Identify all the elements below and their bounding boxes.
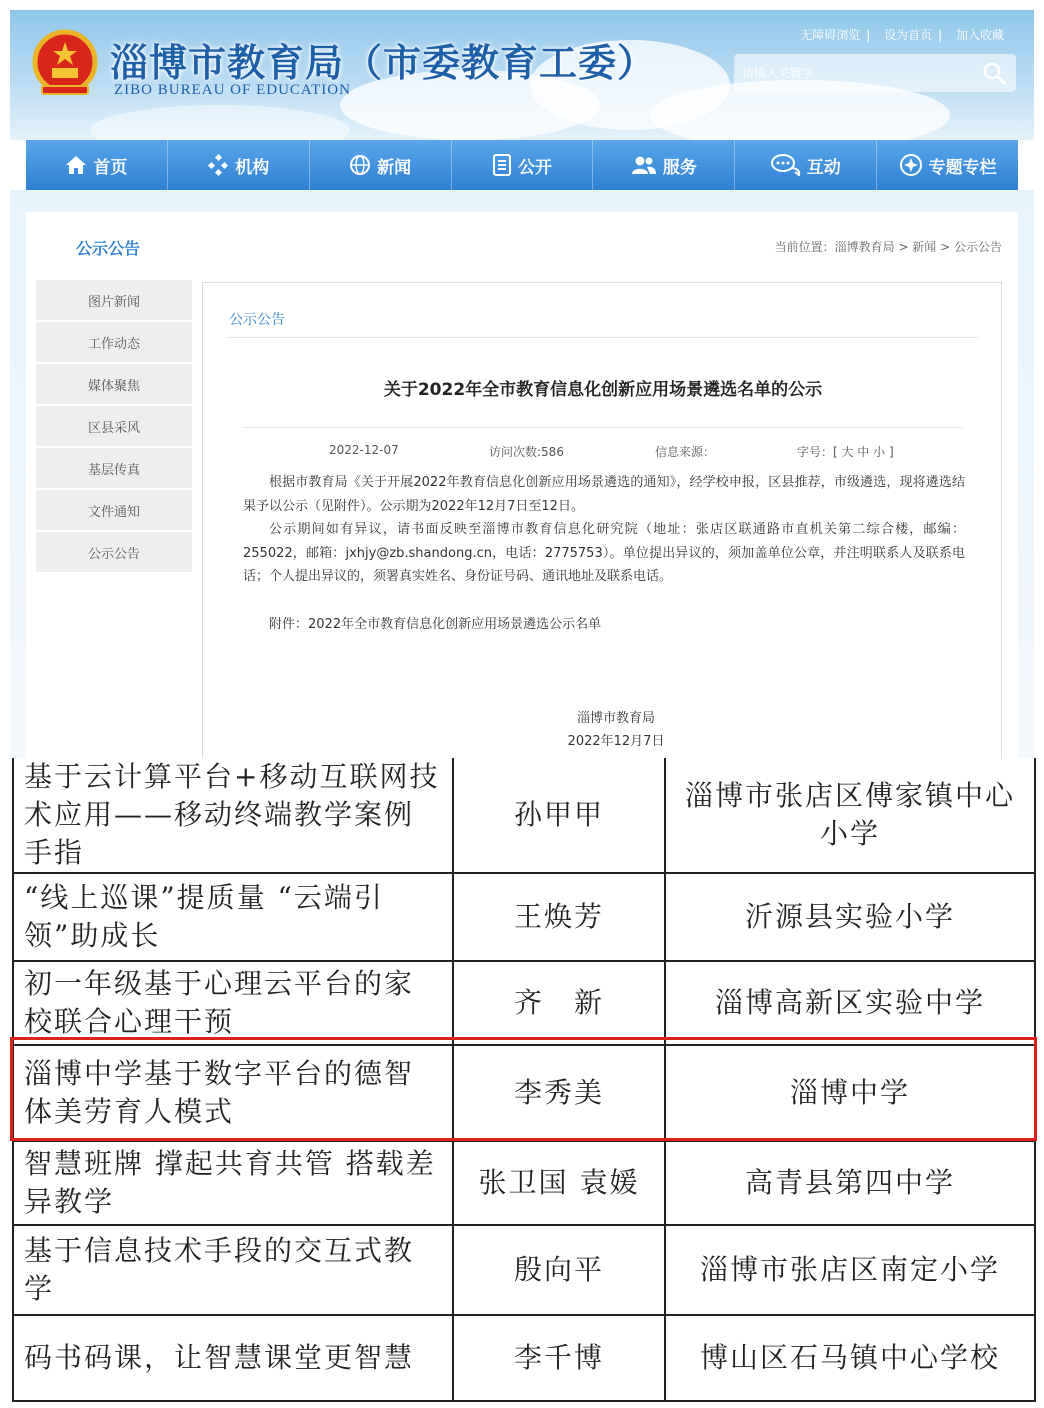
sign-date: 2022年12月7日 — [567, 734, 665, 749]
name-cell: 殷向平 — [453, 1225, 665, 1315]
org-icon — [207, 154, 229, 176]
paragraph: 根据市教育局《关于开展2022年教育信息化创新应用场景遴选的通知》，经学校申报，区县推荐，市级遴选，现将遴选结果予以公示（见附件）。公示期为2022年12月7日至12日。 — [243, 475, 965, 514]
name-cell: 孙甲甲 — [453, 758, 665, 873]
divider — [243, 427, 963, 428]
font-size-control[interactable]: 字号：[ 大 中 小 ] — [797, 445, 894, 459]
school-cell: 淄博市张店区南定小学 — [665, 1225, 1035, 1315]
site-title: 淄博市教育局（市委教育工委） — [110, 41, 657, 85]
table-row — [13, 758, 1035, 873]
site-header — [10, 10, 1034, 140]
school-cell: 博山区石马镇中心学校 — [665, 1315, 1035, 1401]
name-cell: 李千博 — [453, 1315, 665, 1401]
name-cell: 张卫国 袁媛 — [453, 1141, 665, 1225]
table-row-highlighted — [13, 1045, 1035, 1141]
table-row — [13, 961, 1035, 1045]
breadcrumb[interactable]: 当前位置：淄博教育局 > 新闻 > 公示公告 — [774, 240, 1002, 254]
site-subtitle: ZIBO BUREAU OF EDUCATION — [114, 82, 351, 98]
globe-icon — [349, 154, 371, 176]
table-row — [13, 1141, 1035, 1225]
article-source: 信息来源： — [655, 445, 716, 459]
nav-label: 互动 — [806, 157, 841, 178]
sidebar-item-work-updates[interactable]: 工作动态 — [36, 322, 192, 362]
plus-circle-icon — [899, 153, 923, 177]
table-row — [13, 1315, 1035, 1401]
project-cell: 智慧班牌 撑起共育共管 搭载差异教学 — [13, 1141, 453, 1225]
section-title: 公示公告 — [76, 239, 141, 258]
name-cell: 李秀美 — [453, 1045, 665, 1141]
nav-label: 新闻 — [377, 157, 412, 178]
article-body — [243, 471, 965, 589]
national-emblem-icon — [28, 28, 102, 102]
website-screenshot — [10, 10, 1034, 758]
name-cell: 王焕芳 — [453, 873, 665, 961]
nav-interact[interactable] — [735, 140, 877, 190]
search-input[interactable] — [742, 63, 962, 83]
table-row — [13, 1225, 1035, 1315]
name-cell: 齐 新 — [453, 961, 665, 1045]
school-cell: 高青县第四中学 — [665, 1141, 1035, 1225]
project-cell: 初一年级基于心理云平台的家校联合心理干预 — [13, 961, 453, 1045]
users-icon — [631, 155, 657, 175]
nav-service[interactable] — [593, 140, 735, 190]
nav-news[interactable] — [310, 140, 452, 190]
main-nav — [26, 140, 1018, 190]
nav-org[interactable] — [168, 140, 310, 190]
nav-label: 首页 — [93, 157, 128, 178]
article-category: 公示公告 — [229, 312, 285, 328]
nav-special[interactable] — [877, 140, 1018, 190]
project-cell: 码书码课，让智慧课堂更智慧 — [13, 1315, 453, 1401]
divider — [227, 337, 979, 338]
project-cell: 基于云计算平台+移动互联网技术应用——移动终端教学案例手指 — [13, 758, 453, 873]
article-panel — [202, 282, 1002, 758]
sidebar-item-photo-news[interactable]: 图片新闻 — [36, 280, 192, 320]
project-cell: “线上巡课”提质量 “云端引领”助成长 — [13, 873, 453, 961]
article-date: 2022-12-07 — [329, 443, 399, 457]
signer: 淄博市教育局 — [576, 711, 655, 726]
project-cell: 淄博中学基于数字平台的德智体美劳育人模式 — [13, 1045, 453, 1141]
nav-public[interactable] — [452, 140, 594, 190]
sidebar-item-districts[interactable]: 区县采风 — [36, 406, 192, 446]
set-homepage-link[interactable]: 设为首页 — [884, 28, 933, 42]
school-cell: 淄博市张店区傅家镇中心小学 — [665, 758, 1035, 873]
paragraph: 公示期间如有异议，请书面反映至淄博市教育信息化研究院（地址：张店区联通路市直机关第二综合楼，邮编：255022，邮箱：jxhjy@zb.shandong.cn，电话：2775753）。单位提出异议的，须加盖单位公章，并注明联系人及联系电话；个人提出异议的，须署真实姓名、身份证号码、通讯地址及联系电话。 — [243, 522, 965, 584]
add-favorite-link[interactable]: 加入收藏 — [955, 28, 1004, 42]
home-icon — [65, 155, 87, 175]
nav-home[interactable] — [26, 140, 168, 190]
sidebar-item-notices[interactable]: 文件通知 — [36, 490, 192, 530]
table-row — [13, 873, 1035, 961]
school-cell: 沂源县实验小学 — [665, 873, 1035, 961]
sidebar — [36, 280, 192, 574]
nav-label: 机构 — [235, 157, 270, 178]
search-box — [734, 54, 1016, 92]
sidebar-item-announcements[interactable]: 公示公告 — [36, 532, 192, 572]
school-cell: 淄博高新区实验中学 — [665, 961, 1035, 1045]
nav-label: 专题专栏 — [928, 157, 997, 178]
article-title: 关于2022年全市教育信息化创新应用场景遴选名单的公示 — [383, 380, 823, 400]
sidebar-item-media[interactable]: 媒体聚焦 — [36, 364, 192, 404]
article-views: 访问次数:586 — [489, 445, 564, 459]
content-area — [26, 212, 1018, 758]
document-icon — [492, 154, 512, 176]
top-links: 无障碍浏览 | 设为首页 | 加入收藏 — [800, 28, 1004, 42]
sidebar-item-grassroots[interactable]: 基层传真 — [36, 448, 192, 488]
attachment-link[interactable]: 附件：2022年全市教育信息化创新应用场景遴选公示名单 — [269, 617, 602, 632]
chat-icon — [771, 154, 801, 176]
project-cell: 基于信息技术手段的交互式教学 — [13, 1225, 453, 1315]
nav-label: 公开 — [518, 157, 552, 178]
search-icon[interactable] — [982, 61, 1006, 85]
school-cell: 淄博中学 — [665, 1045, 1035, 1141]
nav-label: 服务 — [662, 157, 697, 178]
accessibility-link[interactable]: 无障碍浏览 — [800, 28, 861, 42]
selection-list-table — [12, 758, 1036, 1402]
